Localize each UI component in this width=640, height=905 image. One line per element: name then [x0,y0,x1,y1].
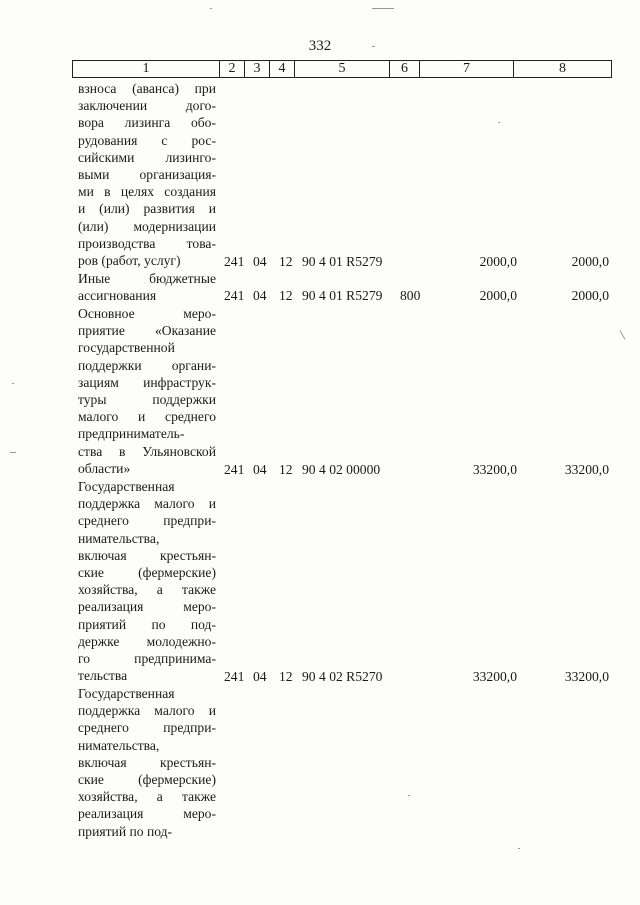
scan-speck [408,795,410,796]
description-line: го предпринима- [78,651,216,667]
description-line: ские (фермерские) [78,565,216,581]
description-line: и (или) развития и [78,201,216,217]
description-line: приятий по под- [78,823,173,839]
cell-code: 241 [224,462,245,477]
description-line: Государственная [78,686,175,701]
description-line: ства в Ульяновской [78,443,216,459]
description-line: поддержки органи- [78,357,216,373]
description-line: нимательства, [78,530,160,546]
description-line: производства това- [78,235,216,251]
description-line: ров (работ, услуг) [78,253,181,269]
description-line: сийскими лизинго- [78,149,216,165]
scan-speck [372,8,394,9]
description-line: малого и среднего [78,409,216,425]
description-line: ские (фермерские) [78,772,216,788]
description-line: хозяйства, а также [78,582,216,598]
cell-target: 90 4 02 R5270 [302,669,383,684]
column-header-6: 6 [390,61,420,78]
cell-section: 04 [253,669,267,684]
cell-subsection: 12 [279,254,293,269]
description-line: среднего предпри- [78,720,216,736]
cell-section: 04 [253,462,267,477]
cell-amount-1: 33200,0 [472,462,517,477]
scan-speck [372,46,375,47]
description-line: реализация меро- [78,806,216,822]
description-line: реализация меро- [78,599,216,615]
column-header-4: 4 [270,61,295,78]
cell-amount-2: 33200,0 [564,462,609,477]
row-description [78,305,216,477]
cell-code: 241 [224,288,245,303]
cell-section: 04 [253,254,267,269]
cell-subsection: 12 [279,669,293,684]
description-line: тельства [78,668,128,684]
scan-speck [210,8,212,9]
column-header-8: 8 [514,61,612,78]
description-line: выми организация- [78,167,216,183]
row-description [78,478,216,684]
cell-amount-1: 2000,0 [479,288,517,303]
column-header-7: 7 [420,61,514,78]
description-line: Иные бюджетные [78,271,216,286]
description-line: хозяйства, а также [78,789,216,805]
cell-subsection: 12 [279,462,293,477]
description-line: приятие «Оказание [78,323,216,339]
row-description [78,80,216,269]
column-header-1: 1 [73,61,220,78]
cell-amount-2: 2000,0 [571,288,609,303]
description-line: ми в целях создания [78,184,216,200]
cell-amount-1: 2000,0 [479,254,517,269]
description-line: взноса (аванса) при [78,81,216,96]
description-line: нимательства, [78,737,160,753]
column-header-2: 2 [220,61,245,78]
cell-expense-type: 800 [400,288,421,303]
description-line: заключении дого- [78,98,216,114]
row-description [78,685,216,840]
scan-speck [498,122,500,123]
column-header-3: 3 [245,61,270,78]
description-line: рудования с рос- [78,132,216,148]
description-line: государственной [78,340,175,356]
scan-speck [518,848,520,849]
scan-speck [10,452,16,453]
description-line: вора лизинга обо- [78,115,216,131]
cell-section: 04 [253,288,267,303]
description-line: поддержка малого и [78,703,216,719]
description-line: держке молодежно- [78,633,216,649]
description-line: ассигнования [78,288,157,304]
description-line: предприниматель- [78,426,185,442]
description-line: включая крестьян- [78,754,216,770]
cell-target: 90 4 01 R5279 [302,254,383,269]
description-line: Государственная [78,479,175,494]
page-number: 332 [308,38,332,54]
cell-amount-1: 33200,0 [472,669,517,684]
description-line: среднего предпри- [78,513,216,529]
description-line: приятий по под- [78,616,216,632]
cell-code: 241 [224,669,245,684]
cell-amount-2: 2000,0 [571,254,609,269]
cell-amount-2: 33200,0 [564,669,609,684]
description-line: области» [78,460,131,476]
description-line: включая крестьян- [78,547,216,563]
cell-target: 90 4 01 R5279 [302,288,383,303]
table-header [72,60,612,78]
description-line: поддержка малого и [78,496,216,512]
cell-target: 90 4 02 00000 [302,462,381,477]
column-header-5: 5 [295,61,390,78]
description-line: Основное меро- [78,306,216,321]
description-line: (или) модернизации [78,218,216,234]
row-description [78,270,216,304]
cell-subsection: 12 [279,288,293,303]
description-line: зациям инфраструк- [78,374,216,390]
cell-code: 241 [224,254,245,269]
scan-speck [12,383,14,384]
description-line: туры поддержки [78,392,216,408]
scan-speck [620,330,626,339]
